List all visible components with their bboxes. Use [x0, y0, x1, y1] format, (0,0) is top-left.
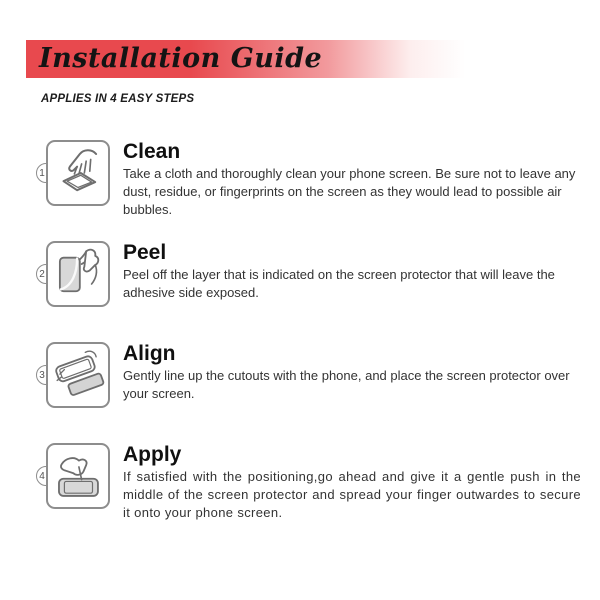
peel-film-off-phone-icon — [49, 245, 107, 303]
step-peel — [39, 241, 581, 342]
step-content — [123, 241, 581, 302]
subtitle: APPLIES IN 4 EASY STEPS — [41, 93, 195, 105]
step-description: Peel off the layer that is indicated on the screen protector that will leave the adhesive side exposed. — [123, 267, 555, 300]
step-number-badge: 3 — [36, 365, 56, 385]
hand-wiping-screen-icon — [49, 144, 107, 202]
step-icon-frame — [39, 443, 110, 509]
title-banner — [26, 40, 575, 78]
step-description: Take a cloth and thoroughly clean your phone screen. Be sure not to leave any dust, residue, or fingerprints on the screen as they would lead to possible air bubbles. — [123, 166, 576, 217]
step-title: Peel — [123, 241, 167, 264]
step-icon-frame — [39, 342, 110, 408]
step-title: Align — [123, 342, 176, 365]
page-title: Installation Guide — [39, 43, 323, 74]
step-description: Gently line up the cutouts with the phone, and place the screen protector over your screen. — [123, 368, 570, 401]
step-icon-box — [46, 342, 110, 408]
step-number-badge: 2 — [36, 264, 56, 284]
step-title: Clean — [123, 140, 181, 163]
step-description: If satisfied with the positioning,go ahead and give it a gentle push in the middle of the screen protector and spread your finger outwardes to secure it onto your phone screen. — [123, 469, 581, 520]
step-content — [123, 140, 581, 219]
step-content — [123, 342, 581, 403]
step-icon-box — [46, 241, 110, 307]
step-number-badge: 1 — [36, 163, 56, 183]
step-align — [39, 342, 581, 443]
step-title: Apply — [123, 443, 182, 466]
step-content — [123, 443, 581, 522]
step-icon-box — [46, 140, 110, 206]
step-clean — [39, 140, 581, 241]
steps-list — [39, 140, 581, 544]
align-protector-over-phone-icon — [49, 346, 107, 404]
step-apply — [39, 443, 581, 544]
step-icon-frame — [39, 140, 110, 206]
step-icon-frame — [39, 241, 110, 307]
step-number-badge: 4 — [36, 466, 56, 486]
press-phone-screen-icon — [49, 447, 107, 505]
step-icon-box — [46, 443, 110, 509]
